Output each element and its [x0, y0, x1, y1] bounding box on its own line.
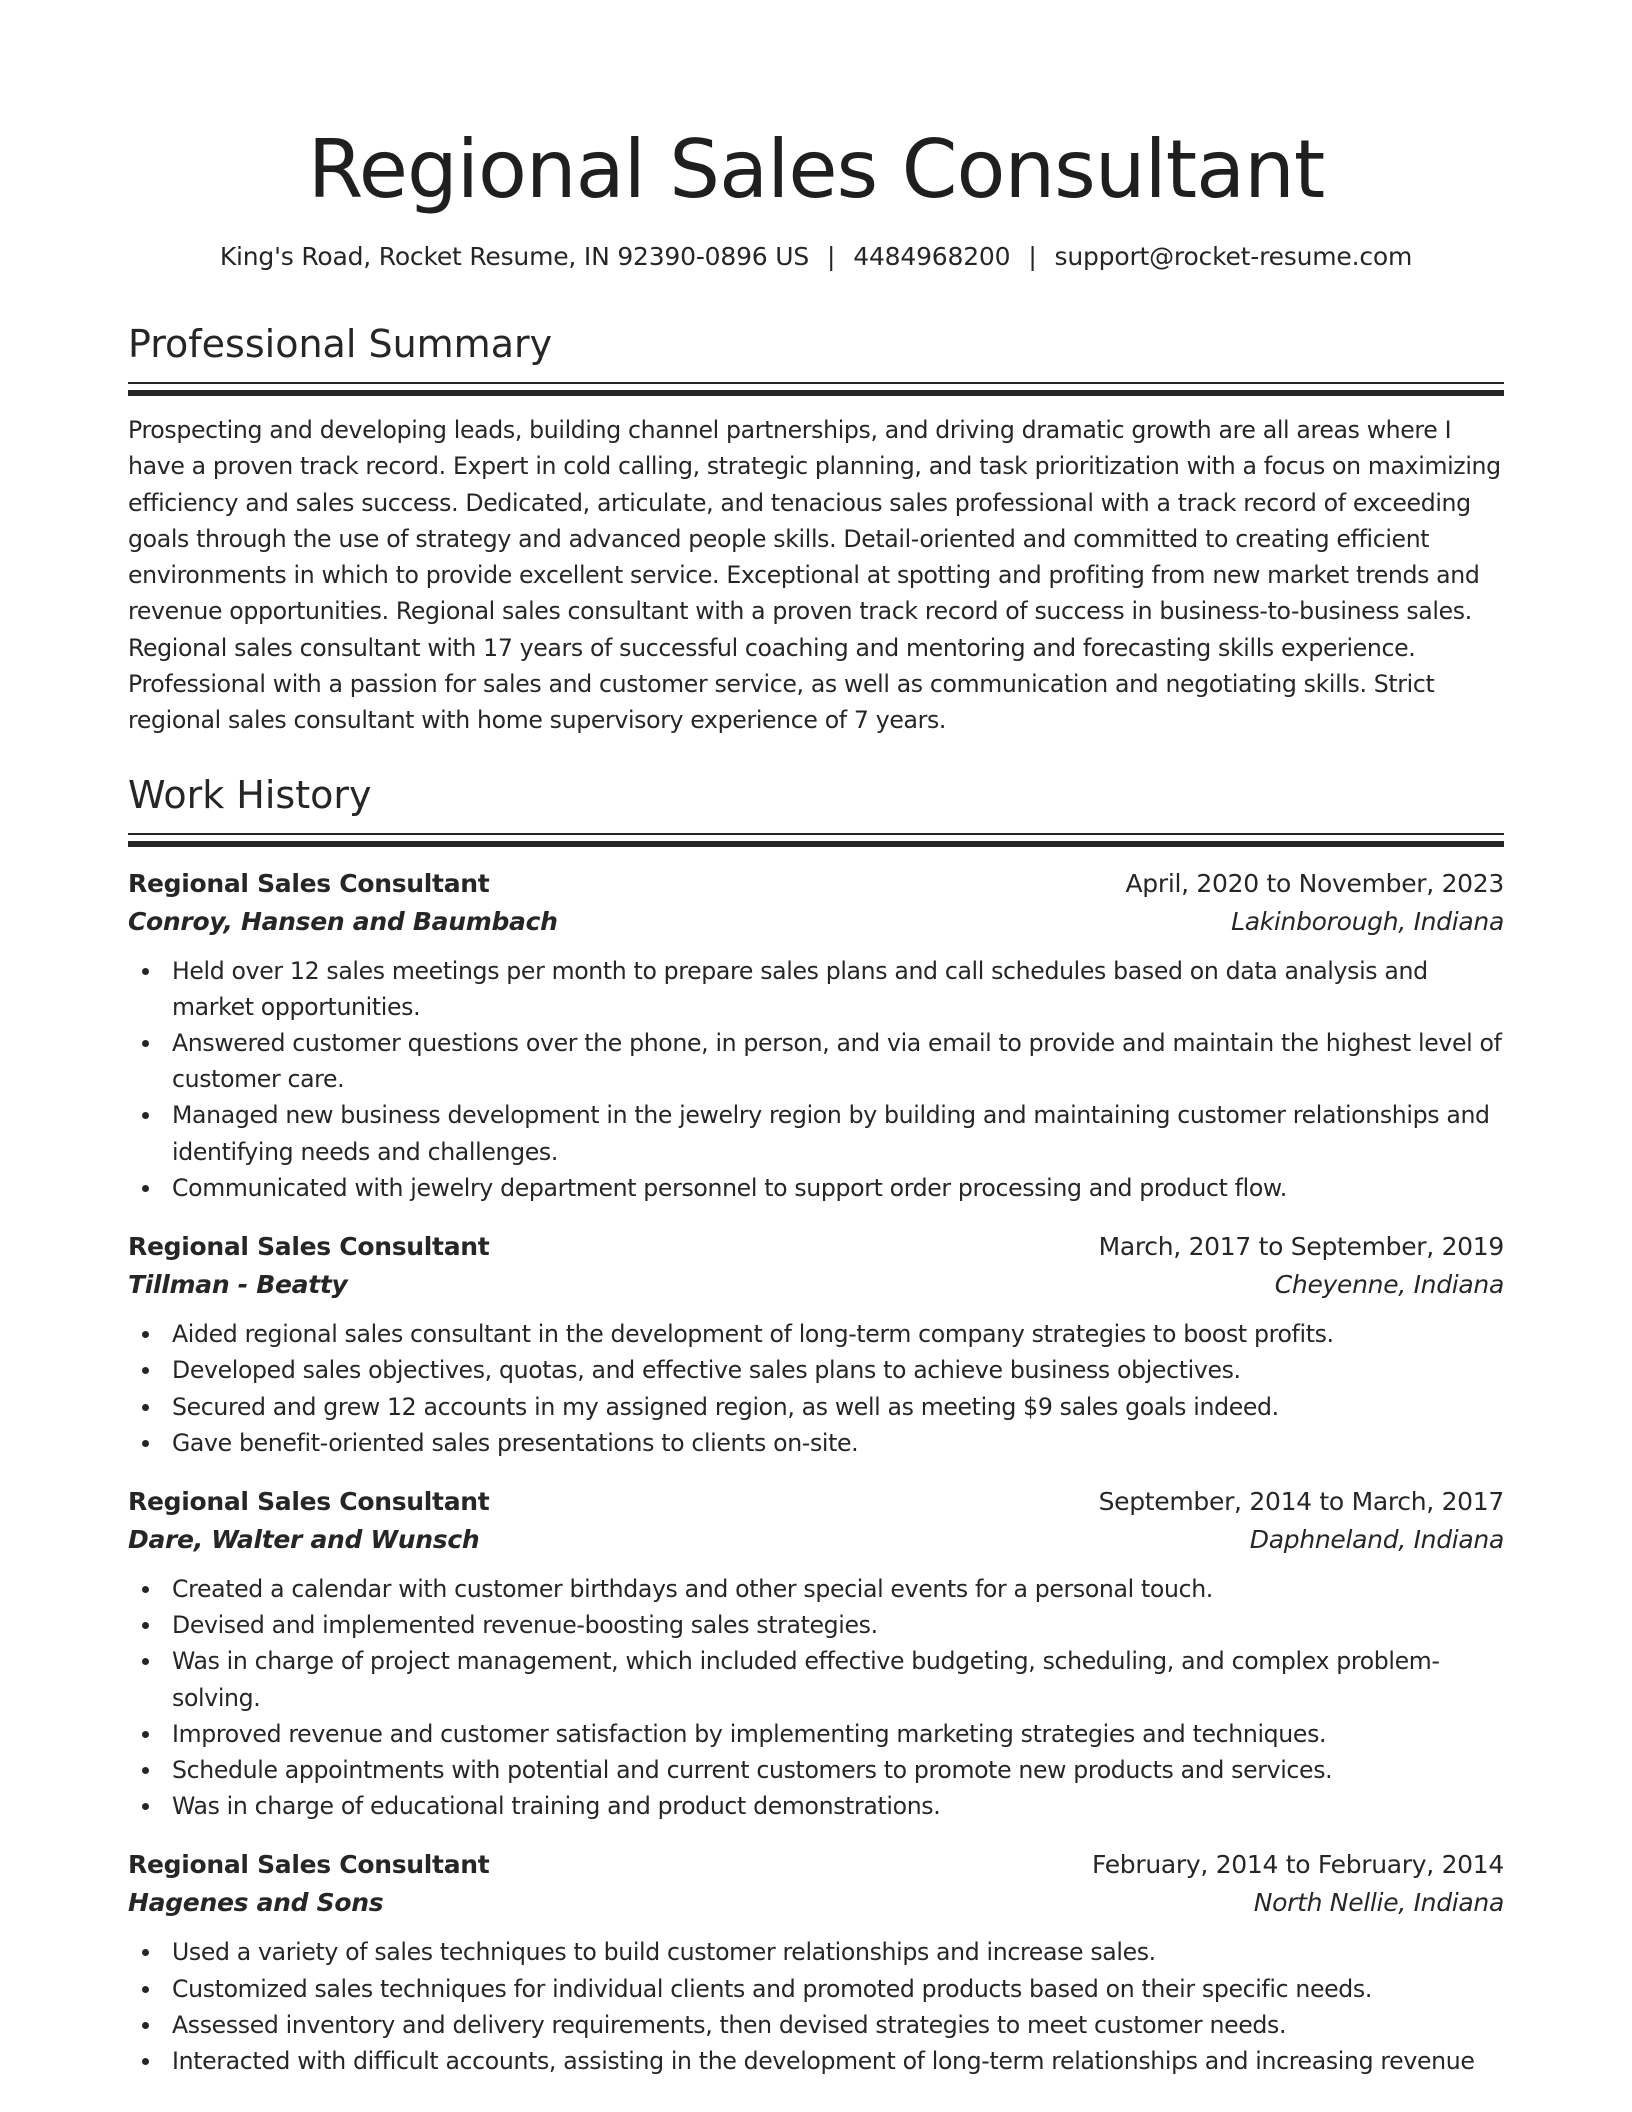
job-company: Dare, Walter and Wunsch — [128, 1524, 480, 1554]
job-bullet-text: Answered customer questions over the phone, in person, and via email to provide and maintain the highest level of customer care. — [172, 1029, 1502, 1094]
job-bullet-item — [128, 1316, 1504, 1352]
bullet-dot-icon — [142, 1803, 149, 1810]
job-bullet-text: Was in charge of educational training and product demonstrations. — [172, 1792, 941, 1821]
bullet-dot-icon — [142, 1367, 149, 1374]
job-bullet-item — [128, 1170, 1504, 1206]
contact-email: support@rocket-resume.com — [1054, 242, 1413, 271]
job-dates: March, 2017 to September, 2019 — [1098, 1232, 1504, 1262]
job-bullet-item — [128, 2007, 1504, 2043]
job-bullet-item — [128, 1716, 1504, 1752]
job-bullet-text: Used a variety of sales techniques to build customer relationships and increase sales. — [172, 1938, 1156, 1967]
job-bullet-text: Created a calendar with customer birthdays and other special events for a personal touch. — [172, 1574, 1213, 1603]
job-bullet-text: Gave benefit-oriented sales presentations to clients on-site. — [172, 1428, 859, 1457]
job-company: Conroy, Hansen and Baumbach — [128, 906, 558, 936]
resume-name: Regional Sales Consultant — [307, 123, 1325, 216]
job-title: Regional Sales Consultant — [128, 1232, 490, 1262]
job-company-row — [128, 903, 1504, 941]
contact-address: King's Road, Rocket Resume, IN 92390-0896 US — [219, 242, 810, 271]
job-bullet-list — [128, 1316, 1504, 1461]
bullet-dot-icon — [142, 1767, 149, 1774]
job-entry — [128, 1846, 1504, 2079]
bullet-dot-icon — [142, 1440, 149, 1447]
job-bullet-text: Aided regional sales consultant in the development of long-term company strategies to boost profits. — [172, 1320, 1334, 1349]
bullet-dot-icon — [142, 1404, 149, 1411]
resume-page — [128, 0, 1504, 2079]
bullet-dot-icon — [142, 1586, 149, 1593]
bullet-dot-icon — [142, 1040, 149, 1047]
job-bullet-text: Interacted with difficult accounts, assisting in the development of long-term relationships and increasing revenue — [172, 2046, 1475, 2075]
job-entry — [128, 1483, 1504, 1824]
job-company-row — [128, 1884, 1504, 1922]
job-bullet-text: Communicated with jewelry department personnel to support order processing and product flow. — [172, 1173, 1287, 1202]
job-list — [128, 865, 1504, 2079]
professional-summary-section — [128, 320, 1504, 739]
job-location: Lakinborough, Indiana — [1231, 906, 1504, 936]
job-bullet-item — [128, 1389, 1504, 1425]
section-divider — [128, 382, 1504, 396]
bullet-dot-icon — [142, 1622, 149, 1629]
job-bullet-text: Assessed inventory and delivery requirements, then devised strategies to meet customer needs. — [172, 2010, 1287, 2039]
bullet-dot-icon — [142, 1112, 149, 1119]
job-company: Tillman - Beatty — [128, 1270, 348, 1300]
job-entry — [128, 1228, 1504, 1461]
bullet-dot-icon — [142, 1185, 149, 1192]
job-bullet-item — [128, 2043, 1504, 2079]
job-location: Cheyenne, Indiana — [1274, 1270, 1504, 1300]
job-bullet-item — [128, 1971, 1504, 2007]
job-bullet-item — [128, 1352, 1504, 1388]
bullet-dot-icon — [142, 2058, 149, 2065]
job-bullet-list — [128, 953, 1504, 1206]
job-bullet-text: Managed new business development in the jewelry region by building and maintaining customer relationships and identifying needs and challenges. — [172, 1101, 1490, 1166]
job-location: North Nellie, Indiana — [1253, 1888, 1504, 1918]
job-header-row — [128, 1846, 1504, 1884]
job-bullet-text: Improved revenue and customer satisfaction by implementing marketing strategies and techniques. — [172, 1719, 1327, 1748]
contact-line — [128, 240, 1504, 274]
job-bullet-item — [128, 1643, 1504, 1715]
job-dates: April, 2020 to November, 2023 — [1125, 868, 1504, 898]
bullet-dot-icon — [142, 1731, 149, 1738]
bullet-dot-icon — [142, 1949, 149, 1956]
job-bullet-item — [128, 1425, 1504, 1461]
job-bullet-text: Was in charge of project management, which included effective budgeting, scheduling, and complex problem-solving. — [172, 1647, 1440, 1712]
job-dates: February, 2014 to February, 2014 — [1092, 1850, 1504, 1880]
job-dates: September, 2014 to March, 2017 — [1098, 1486, 1504, 1516]
section-divider — [128, 833, 1504, 847]
job-bullet-list — [128, 1934, 1504, 2079]
job-header-row — [128, 865, 1504, 903]
job-bullet-item — [128, 1025, 1504, 1097]
contact-separator: | — [1028, 242, 1037, 271]
bullet-dot-icon — [142, 1331, 149, 1338]
job-bullet-text: Devised and implemented revenue-boosting sales strategies. — [172, 1611, 878, 1640]
job-company-row — [128, 1521, 1504, 1559]
job-bullet-text: Secured and grew 12 accounts in my assigned region, as well as meeting $9 sales goals indeed. — [172, 1392, 1279, 1421]
bullet-dot-icon — [142, 1658, 149, 1665]
job-bullet-text: Schedule appointments with potential and current customers to promote new products and services. — [172, 1755, 1333, 1784]
job-company: Hagenes and Sons — [128, 1888, 384, 1918]
job-bullet-item — [128, 1934, 1504, 1970]
job-company-row — [128, 1266, 1504, 1304]
job-header-row — [128, 1483, 1504, 1521]
contact-separator: | — [827, 242, 836, 271]
job-bullet-item — [128, 1571, 1504, 1607]
bullet-dot-icon — [142, 2022, 149, 2029]
job-bullet-item — [128, 1752, 1504, 1788]
job-title: Regional Sales Consultant — [128, 1850, 490, 1880]
job-header-row — [128, 1228, 1504, 1266]
job-bullet-text: Held over 12 sales meetings per month to prepare sales plans and call schedules based on data analysis and market opportunities. — [172, 956, 1428, 1021]
work-history-section — [128, 771, 1504, 2079]
summary-text: Prospecting and developing leads, building channel partnerships, and driving dramatic growth are all areas where I have a proven track record. Expert in cold calling, strategic planning, and task prioritization with a focus on maximizing efficiency and sales success. Dedicated, articulate, and tenacious sales professional with a track record of exceeding goals through the use of strategy and advanced people skills. Detail-oriented and committed to creating efficient environments in which to provide excellent service. Exceptional at spotting and profiting from new market trends and revenue opportunities. Regional sales consultant with a proven track record of success in business-to-business sales. Regional sales consultant with 17 years of successful coaching and mentoring and forecasting skills experience. Professional with a passion for sales and customer service, as well as communication and negotiating skills. Strict regional sales consultant with home supervisory experience of 7 years. — [128, 416, 1501, 735]
job-title: Regional Sales Consultant — [128, 868, 490, 898]
section-title-summary: Professional Summary — [128, 322, 553, 366]
job-bullet-item — [128, 1607, 1504, 1643]
job-bullet-item — [128, 1788, 1504, 1824]
job-location: Daphneland, Indiana — [1249, 1524, 1504, 1554]
bullet-dot-icon — [142, 1986, 149, 1993]
job-bullet-text: Customized sales techniques for individual clients and promoted products based on their specific needs. — [172, 1974, 1373, 2003]
job-bullet-text: Developed sales objectives, quotas, and effective sales plans to achieve business objectives. — [172, 1356, 1241, 1385]
job-title: Regional Sales Consultant — [128, 1486, 490, 1516]
section-title-work-history: Work History — [128, 772, 372, 817]
job-entry — [128, 865, 1504, 1206]
bullet-dot-icon — [142, 968, 149, 975]
contact-phone: 4484968200 — [853, 242, 1011, 271]
job-bullet-item — [128, 953, 1504, 1025]
job-bullet-list — [128, 1571, 1504, 1824]
job-bullet-item — [128, 1097, 1504, 1169]
